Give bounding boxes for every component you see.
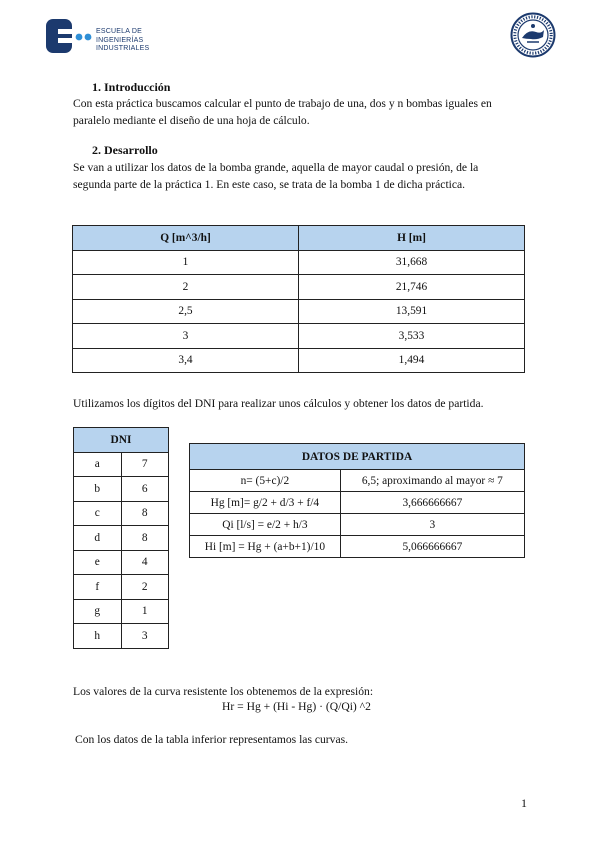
formula-cell: n= (5+c)/2 [190,470,341,492]
dni-letter: e [74,550,122,575]
datos-de-partida-table [189,443,525,558]
dni-digit: 6 [121,477,169,502]
table-header-row [190,444,525,470]
closing-text: Con los datos de la tabla inferior representamos las curvas. [75,733,349,746]
university-seal [510,12,556,58]
formula-cell: Hi [m] = Hg + (a+b+1)/10 [190,536,341,558]
dni-digit: 7 [121,452,169,477]
formula-cell: Hg [m]= g/2 + d/3 + f/4 [190,492,341,514]
datos-header: DATOS DE PARTIDA [190,444,525,470]
table-row [74,599,169,624]
table-row [73,299,525,324]
table-row [73,250,525,275]
q-cell: 3 [73,324,299,349]
q-cell: 3,4 [73,348,299,373]
dni-intro-text: Utilizamos los dígitos del DNI para realizar unos cálculos y obtener los datos de partida. [73,397,484,410]
table-row [74,624,169,649]
dni-letter: b [74,477,122,502]
dni-digit: 1 [121,599,169,624]
dni-letter: a [74,452,122,477]
value-cell: 3 [340,514,524,536]
q-cell: 2 [73,275,299,300]
formula-cell: Qi [l/s] = e/2 + h/3 [190,514,341,536]
school-logo-text: ESCUELA DE INGENIERÍAS INDUSTRIALES [96,28,150,52]
dni-digit: 4 [121,550,169,575]
h-cell: 3,533 [299,324,525,349]
table-row [190,536,525,558]
dni-letter: d [74,526,122,551]
dni-letter: c [74,501,122,526]
table-row [190,514,525,536]
page-number: 1 [521,796,527,810]
table-row [190,492,525,514]
dni-digit: 8 [121,501,169,526]
table-header-row [73,226,525,251]
school-logo [46,16,206,62]
section-heading-desarrollo: 2. Desarrollo [92,143,158,157]
dni-digit: 3 [121,624,169,649]
column-header-h: H [m] [299,226,525,251]
table-row [74,550,169,575]
table-row [74,526,169,551]
h-cell: 21,746 [299,275,525,300]
table-row [74,575,169,600]
h-cell: 13,591 [299,299,525,324]
intro-paragraph: Con esta práctica buscamos calcular el punto de trabajo de una, dos y n bombas iguales en paralelo mediante el diseño de una hoja de cálculo. [73,97,492,127]
table-header-row [74,428,169,453]
table-row [74,452,169,477]
curve-intro-text: Los valores de la curva resistente los obtenemos de la expresión: [73,685,374,698]
dni-digit: 2 [121,575,169,600]
table-row [74,477,169,502]
dni-letter: g [74,599,122,624]
dni-table [73,427,169,649]
seal-icon [510,12,556,58]
dni-letter: h [74,624,122,649]
table-row [73,348,525,373]
curve-formula: Hr = Hg + (Hi - Hg) · (Q/Qi) ^2 [222,700,371,713]
dni-letter: f [74,575,122,600]
table-row [190,470,525,492]
dni-header: DNI [74,428,169,453]
section-heading-introduccion: 1. Introducción [92,80,171,94]
value-cell: 5,066666667 [340,536,524,558]
table-row [73,275,525,300]
q-cell: 2,5 [73,299,299,324]
h-cell: 1,494 [299,348,525,373]
school-logo-mark [46,16,94,56]
table-row [73,324,525,349]
dni-digit: 8 [121,526,169,551]
column-header-q: Q [m^3/h] [73,226,299,251]
desarrollo-paragraph: Se van a utilizar los datos de la bomba grande, aquella de mayor caudal o presión, de la segunda parte de la práctica 1. En este caso, se trata de la bomba 1 de dicha práctica. [73,161,479,191]
table-row [74,501,169,526]
h-cell: 31,668 [299,250,525,275]
value-cell: 6,5; aproximando al mayor ≈ 7 [340,470,524,492]
pump-curve-table [72,225,525,373]
q-cell: 1 [73,250,299,275]
value-cell: 3,666666667 [340,492,524,514]
